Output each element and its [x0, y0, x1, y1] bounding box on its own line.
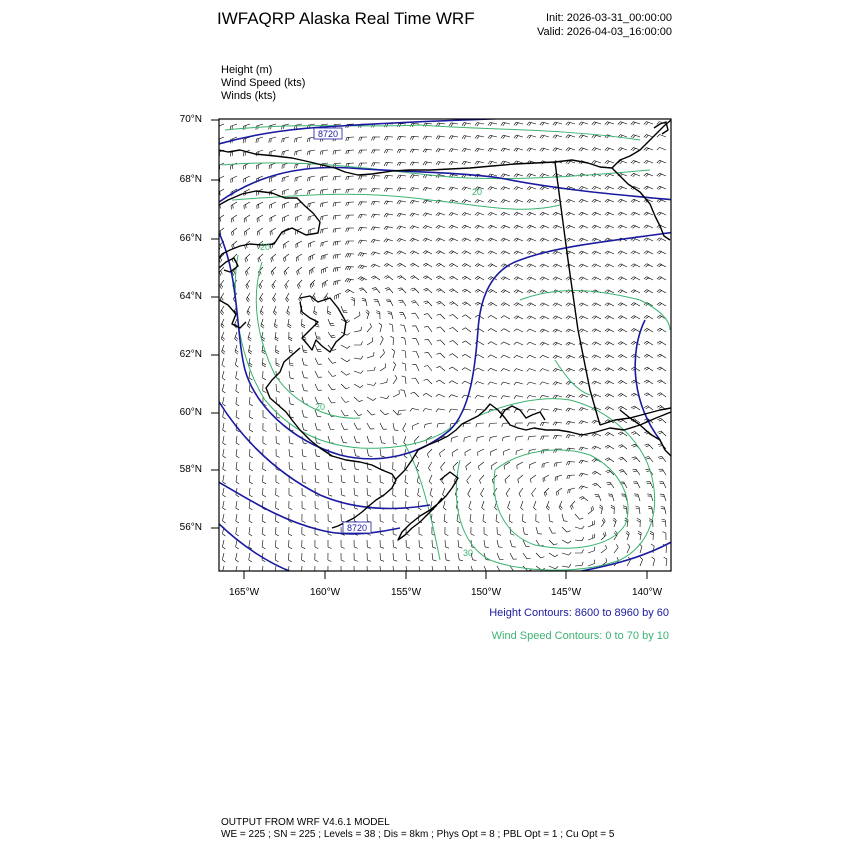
height-contours-legend: Height Contours: 8600 to 8960 by 60: [489, 607, 669, 619]
lat-label-66n: 66°N: [179, 233, 202, 244]
lat-label-56n: 56°N: [179, 522, 202, 533]
chart-title: IWFAQRP Alaska Real Time WRF: [217, 9, 475, 28]
model-footer-line1: OUTPUT FROM WRF V4.6.1 MODEL: [221, 817, 390, 828]
wind-contour-label: 20: [471, 187, 483, 197]
lat-label-70n: 70°N: [179, 114, 202, 125]
wind-contour-label: 20: [314, 402, 326, 412]
field-label-wind-speed: Wind Speed (kts): [221, 77, 306, 89]
wind-barbs: [217, 122, 667, 575]
coastlines: [219, 120, 671, 540]
lon-label-165w: 165°W: [228, 587, 260, 598]
wind-speed-contours-legend: Wind Speed Contours: 0 to 70 by 10: [491, 630, 669, 642]
lat-label-60n: 60°N: [179, 407, 202, 418]
wind-barb-field: [217, 122, 667, 575]
lon-label-150w: 150°W: [470, 587, 502, 598]
lat-label-58n: 58°N: [179, 464, 202, 475]
lat-label-62n: 62°N: [179, 349, 202, 360]
lon-label-140w: 140°W: [631, 587, 663, 598]
height-contours: [215, 118, 675, 575]
init-time: Init: 2026-03-31_00:00:00: [546, 12, 672, 24]
wind-contour-label: 20: [259, 242, 271, 252]
lon-label-145w: 145°W: [550, 587, 582, 598]
field-label-height: Height (m): [221, 64, 273, 76]
height-contour-label: 8720: [346, 523, 368, 533]
lon-label-160w: 160°W: [309, 587, 341, 598]
field-label-winds: Winds (kts): [221, 90, 276, 102]
valid-time: Valid: 2026-04-03_16:00:00: [537, 26, 672, 38]
model-footer-line2: WE = 225 ; SN = 225 ; Levels = 38 ; Dis = 8km ; Phys Opt = 8 ; PBL Opt = 1 ; Cu Opt = 5: [221, 829, 615, 840]
lat-label-64n: 64°N: [179, 291, 202, 302]
lat-label-68n: 68°N: [179, 174, 202, 185]
lon-label-155w: 155°W: [390, 587, 422, 598]
wind-contour-label: 30: [462, 548, 474, 558]
height-contour-label: 8720: [317, 129, 339, 139]
